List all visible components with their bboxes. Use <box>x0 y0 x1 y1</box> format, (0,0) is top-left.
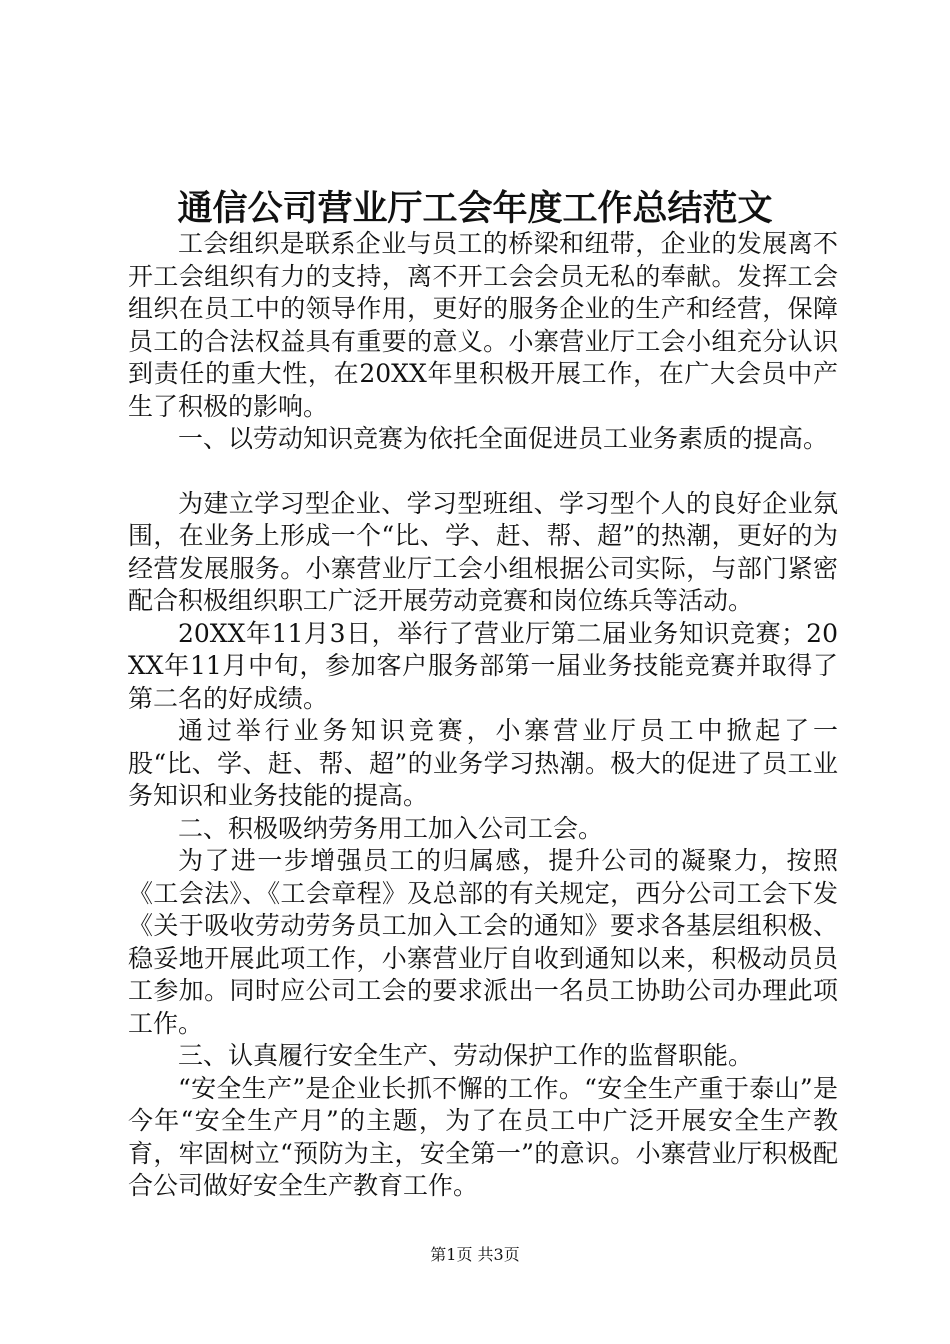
page-number-footer: 第1页 共3页 <box>430 1245 520 1264</box>
document-title: 通信公司营业厅工会年度工作总结范文 <box>177 188 773 229</box>
paragraph-competition-dates: 20XX年11月3日，举行了营业厅第二届业务知识竞赛；20XX年11月中旬，参加客户服务部第一届业务技能竞赛并取得了第二名的好成绩。 <box>128 618 838 713</box>
paragraph-intro: 工会组织是联系企业与员工的桥梁和纽带，企业的发展离不开工会组织有力的支持，离不开工会会员无私的奉献。发挥工会组织在员工中的领导作用，更好的服务企业的生产和经营，保障员工的合法权益具有重要的意义。小寨营业厅工会小组充分认识到责任的重大性，在20XX年里积极开展工作，在广大会员中产生了积极的影响。 <box>128 229 838 421</box>
document-body <box>128 228 838 1203</box>
paragraph-union-membership: 为了进一步增强员工的归属感，提升公司的凝聚力，按照《工会法》、《工会章程》及总部的有关规定，西分公司工会下发《关于吸收劳动劳务员工加入工会的通知》要求各基层组积极、稳妥地开展此项工作，小寨营业厅自收到通知以来，积极动员员工参加。同时应公司工会的要求派出一名员工协助公司办理此项工作。 <box>128 846 838 1038</box>
paragraph-safety-production: “安全生产”是企业长抓不懈的工作。“安全生产重于泰山”是今年“安全生产月”的主题，为了在员工中广泛开展安全生产教育，牢固树立“预防为主，安全第一”的意识。小寨营业厅积极配合公司做好安全生产教育工作。 <box>128 1073 838 1200</box>
section-heading-2: 二、积极吸纳劳务用工加入公司工会。 <box>178 813 604 843</box>
section-heading-3: 三、认真履行安全生产、劳动保护工作的监督职能。 <box>178 1041 754 1070</box>
paragraph-learning-atmosphere: 为建立学习型企业、学习型班组、学习型个人的良好企业氛围，在业务上形成一个“比、学、赶、帮、超”的热潮，更好的为经营发展服务。小寨营业厅工会小组根据公司实际，与部门紧密配合积极组织职工广泛开展劳动竞赛和岗位练兵等活动。 <box>128 488 838 615</box>
paragraph-spacer <box>128 456 838 488</box>
section-heading-1: 一、以劳动知识竞赛为依托全面促进员工业务素质的提高。 <box>178 424 829 453</box>
paragraph-competition-results: 通过举行业务知识竞赛，小寨营业厅员工中掀起了一股“比、学、赶、帮、超”的业务学习热潮。极大的促进了员工业务知识和业务技能的提高。 <box>128 716 838 810</box>
